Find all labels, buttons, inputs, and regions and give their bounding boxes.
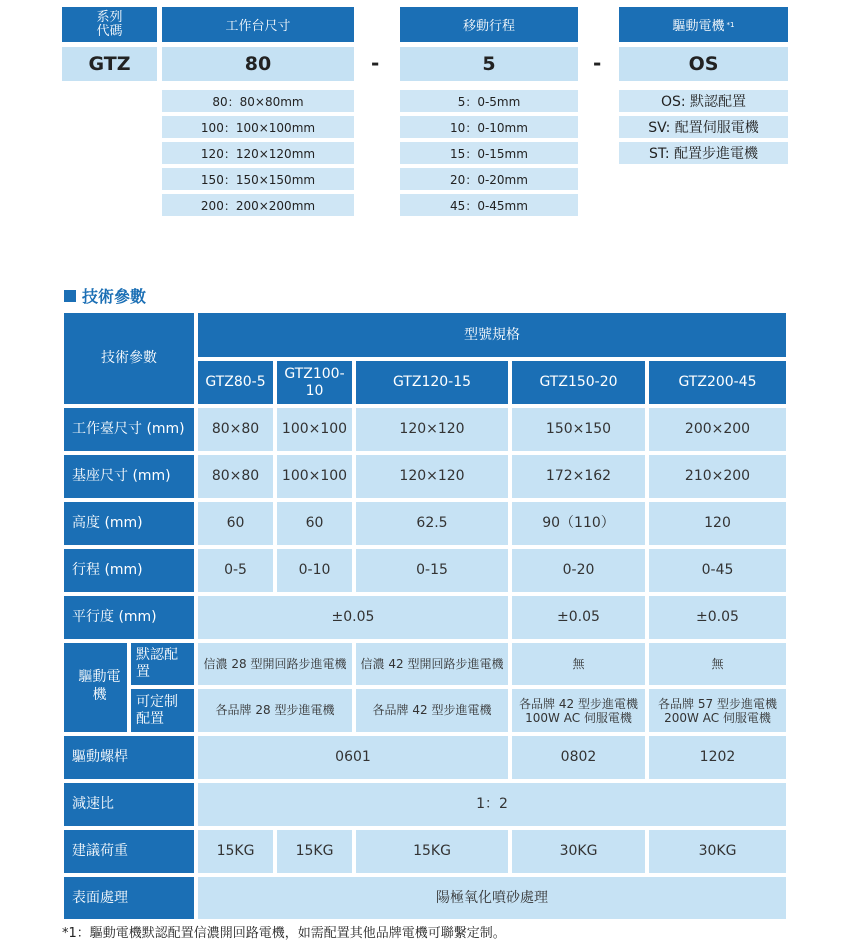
row-label-table-size: 工作臺尺寸 (mm) xyxy=(64,408,194,451)
travel-value: 5 xyxy=(400,47,578,81)
row-label-height: 高度 (mm) xyxy=(64,502,194,545)
spec-cell: 30KG xyxy=(512,830,645,873)
row-label-load: 建議荷重 xyxy=(64,830,194,873)
spec-cell: 各品牌 57 型步進電機 200W AC 伺服電機 xyxy=(649,689,786,732)
spec-cell: 80×80 xyxy=(198,455,273,498)
spec-cell: 0802 xyxy=(512,736,645,779)
spec-cell: ±0.05 xyxy=(649,596,786,639)
model-header: GTZ80-5 xyxy=(198,361,273,404)
table-size-option: 150：150×150mm xyxy=(162,168,354,190)
spec-cell: 無 xyxy=(512,643,645,685)
model-header: GTZ150-20 xyxy=(512,361,645,404)
travel-option: 5：0-5mm xyxy=(400,90,578,112)
motor-header xyxy=(619,7,788,42)
travel-option: 45：0-45mm xyxy=(400,194,578,216)
sub-label-default: 默認配置 xyxy=(131,643,194,685)
separator-1: - xyxy=(371,51,380,75)
spec-cell: 陽極氧化噴砂處理 xyxy=(198,877,786,919)
spec-cell: 信濃 28 型開回路步進電機 xyxy=(198,643,352,685)
spec-cell: 62.5 xyxy=(356,502,508,545)
motor-option: OS: 默認配置 xyxy=(619,90,788,112)
spec-cell: 0-5 xyxy=(198,549,273,592)
spec-cell: 150×150 xyxy=(512,408,645,451)
spec-cell: 0-20 xyxy=(512,549,645,592)
spec-cell: 15KG xyxy=(277,830,352,873)
spec-cell: 120×120 xyxy=(356,408,508,451)
spec-cell: 15KG xyxy=(356,830,508,873)
spec-cell: 120×120 xyxy=(356,455,508,498)
table-size-option: 120：120×120mm xyxy=(162,142,354,164)
motor-header-label: 驅動電機 xyxy=(672,19,725,34)
model-group-header: 型號規格 xyxy=(198,313,786,357)
row-label-screw: 驅動螺桿 xyxy=(64,736,194,779)
series-code-value: GTZ xyxy=(62,47,157,81)
spec-cell: 0601 xyxy=(198,736,508,779)
series-code-header-label: 系列 代碼 xyxy=(96,9,123,39)
spec-cell: 60 xyxy=(198,502,273,545)
spec-cell: 200×200 xyxy=(649,408,786,451)
spec-cell: 120 xyxy=(649,502,786,545)
spec-cell: 無 xyxy=(649,643,786,685)
section-title xyxy=(64,284,146,307)
spec-cell: 各品牌 28 型步進電機 xyxy=(198,689,352,732)
model-header: GTZ100-10 xyxy=(277,361,352,404)
spec-cell: 90（110） xyxy=(512,502,645,545)
travel-option: 15：0-15mm xyxy=(400,142,578,164)
spec-cell: 各品牌 42 型步進電機 xyxy=(356,689,508,732)
model-header: GTZ200-45 xyxy=(649,361,786,404)
spec-cell: 210×200 xyxy=(649,455,786,498)
row-label-base-size: 基座尺寸 (mm) xyxy=(64,455,194,498)
series-code-header xyxy=(62,7,157,42)
row-label-parallelism: 平行度 (mm) xyxy=(64,596,194,639)
table-size-option: 80：80×80mm xyxy=(162,90,354,112)
spec-cell: ±0.05 xyxy=(512,596,645,639)
spec-cell: 100×100 xyxy=(277,408,352,451)
motor-option: SV: 配置伺服電機 xyxy=(619,116,788,138)
spec-cell: 1202 xyxy=(649,736,786,779)
row-label-motor: 驅動電機 xyxy=(64,643,127,732)
spec-cell: 1：2 xyxy=(198,783,786,826)
spec-cell: 各品牌 42 型步進電機 100W AC 伺服電機 xyxy=(512,689,645,732)
spec-cell: 60 xyxy=(277,502,352,545)
travel-option: 10：0-10mm xyxy=(400,116,578,138)
spec-cell: 0-10 xyxy=(277,549,352,592)
row-label-ratio: 減速比 xyxy=(64,783,194,826)
spec-cell: 172×162 xyxy=(512,455,645,498)
spec-cell: 100×100 xyxy=(277,455,352,498)
table-size-value: 80 xyxy=(162,47,354,81)
square-bullet-icon xyxy=(64,290,76,302)
spec-cell: 0-45 xyxy=(649,549,786,592)
travel-header xyxy=(400,7,578,42)
motor-value: OS xyxy=(619,47,788,81)
motor-option: ST: 配置步進電機 xyxy=(619,142,788,164)
spec-cell: 0-15 xyxy=(356,549,508,592)
row-label-surface: 表面處理 xyxy=(64,877,194,919)
travel-header-label: 移動行程 xyxy=(462,19,515,34)
spec-cell: 30KG xyxy=(649,830,786,873)
table-size-option: 200：200×200mm xyxy=(162,194,354,216)
table-size-header-label: 工作台尺寸 xyxy=(225,19,291,34)
sub-label-custom: 可定制配置 xyxy=(131,689,194,732)
model-header: GTZ120-15 xyxy=(356,361,508,404)
table-size-option: 100：100×100mm xyxy=(162,116,354,138)
travel-option: 20：0-20mm xyxy=(400,168,578,190)
spec-cell: 15KG xyxy=(198,830,273,873)
spec-cell: 80×80 xyxy=(198,408,273,451)
separator-2: - xyxy=(593,51,602,75)
spec-corner-header: 技術參數 xyxy=(64,313,194,404)
footnote: *1：驅動電機默認配置信濃開回路電機，如需配置其他品牌電機可聯繫定制。 xyxy=(62,926,506,941)
section-title-label: 技術參數 xyxy=(82,287,147,306)
table-size-header xyxy=(162,7,354,42)
spec-cell: 信濃 42 型開回路步進電機 xyxy=(356,643,508,685)
spec-cell: ±0.05 xyxy=(198,596,508,639)
motor-note-mark: *1 xyxy=(726,20,735,29)
row-label-travel: 行程 (mm) xyxy=(64,549,194,592)
